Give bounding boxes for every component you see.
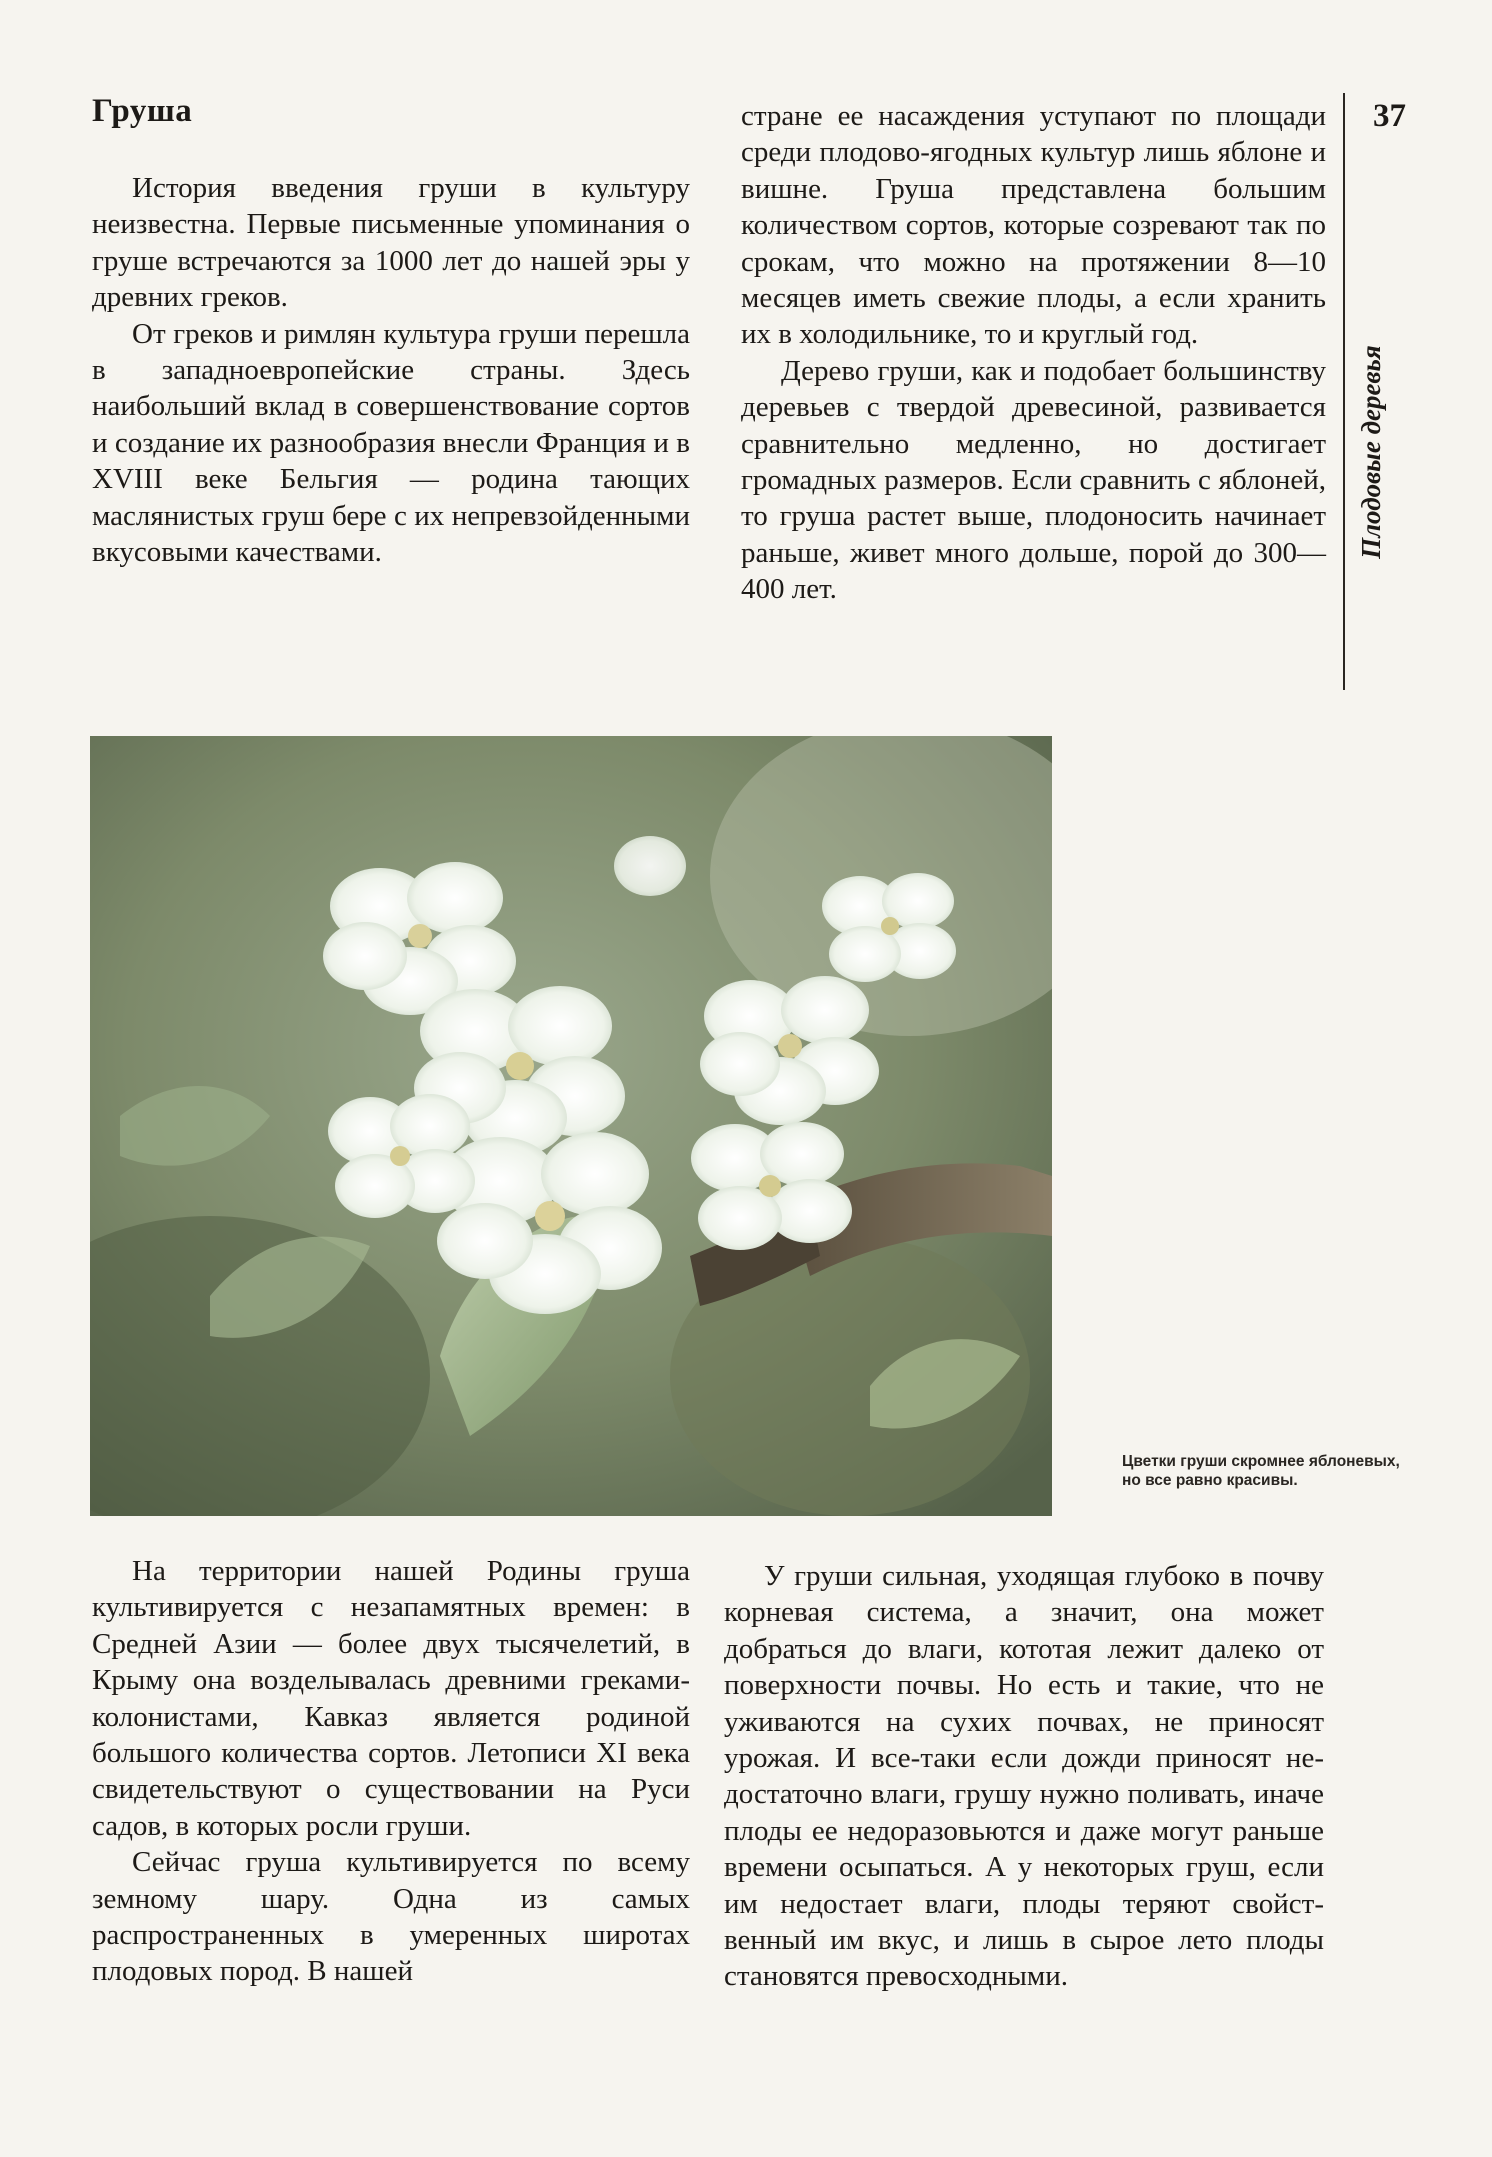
paragraph: стране ее насаждения уступают по площади среди плодово-ягодных культур лишь яблоне и вишне. Груша представлена большим количеством сортов, которые созревают так по срокам, что можно на протяжении 8—10 месяцев иметь свежие плоды, а если хранить их в холодильнике, то и круглый год.: [741, 100, 1326, 351]
paragraph: На территории нашей Родины груша культивируется с незапамятных времен: в Средней Азии — более двух тысячелетий, в Крыму она возделывалась древними греками-колонистами, Кавказ является родиной большого количества сортов. Летописи XI века свидетельствуют о существовании на Руси садов, в которых росли груши.: [92, 1555, 690, 1842]
text-column-top-left: [92, 170, 690, 570]
side-rule: [1343, 93, 1345, 690]
figure-caption: Цветки груши скромнее яблоневых, но все равно красивы.: [1122, 1453, 1400, 1489]
blossom: [691, 1122, 852, 1250]
blossom: [822, 873, 956, 982]
page-title: Груша: [92, 93, 193, 129]
text-column-bottom-right: [724, 1558, 1324, 1995]
section-label: Плодовые деревья: [1356, 345, 1386, 559]
pear-blossom-photo: [90, 736, 1052, 1516]
paragraph: От греков и римлян культура груши перешла в западноевропейские страны. Здесь наибольший вклад в совершенствование сортов и создание их разнообразия внесли Франция и в XVIII веке Бельгия — родина тающих маслянистых груш бере с их непревзойденными вкусовыми качествами.: [92, 317, 690, 569]
page-number: 37: [1373, 98, 1406, 134]
paragraph: У груши сильная, уходящая глубоко в почву корневая система, а значит, она может добраться до влаги, кототая лежит далеко от поверхности почвы. Но есть и такие, что не уживаются на сухих почвах, не приносят урожая. И все-таки если дожди приносят недостаточно влаги, грушу нужно поливать, иначе плоды ее недоразовьются и даже могут раньше времени осыпаться. А у некоторых груш, если им недостает влаги, плоды теряют свойственный им вкус, и лишь в сырое лето плоды становятся превосходными.: [724, 1560, 1324, 1993]
text-column-top-right: [741, 98, 1326, 608]
pear-blossom-illustration: [90, 736, 1052, 1516]
paragraph: История введения груши в культуру неизвестна. Первые письменные упоминания о груше встречаются за 1000 лет до нашей эры у древних греков.: [92, 172, 690, 314]
paragraph: Дерево груши, как и подобает большинству деревьев с твердой древесиной, развивается сравнительно медленно, но достигает громадных размеров. Если сравнить с яблоней, то груша растет выше, плодоносить начинает раньше, живет много дольше, порой до 300—400 лет.: [741, 354, 1326, 606]
paragraph: Сейчас груша культивируется по всему земному шару. Одна из самых распространенных в умеренных широтах плодовых пород. В нашей: [92, 1846, 690, 1988]
blossom-bud: [614, 836, 686, 896]
blossom: [328, 1094, 475, 1218]
text-column-bottom-left: [92, 1553, 690, 1990]
